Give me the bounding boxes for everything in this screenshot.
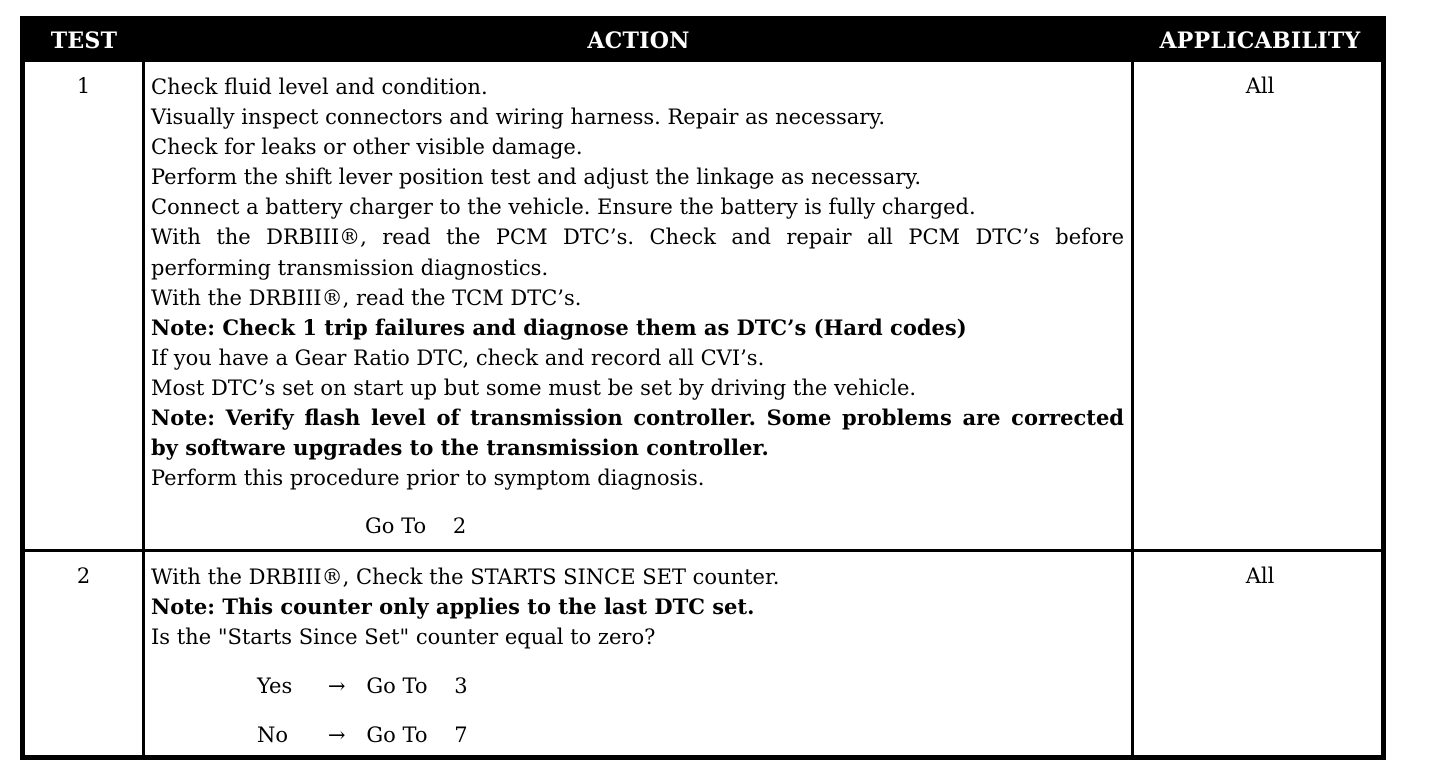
action-line: Connect a battery charger to the vehicle. Ensure the battery is fully charged. (151, 195, 976, 220)
applicability-value: All (1245, 564, 1275, 588)
action-line: With the DRBIII®, Check the STARTS SINCE SET counter. (151, 565, 780, 589)
test-number: 2 (76, 564, 91, 588)
action-line: Is the "Starts Since Set" counter equal to zero? (151, 625, 656, 650)
action-line: Visually inspect connectors and wiring harness. Repair as necessary. (151, 105, 886, 130)
action-cell (151, 562, 1124, 652)
action-line: Most DTC’s set on start up but some must be set by driving the vehicle. (151, 375, 917, 400)
goto-label: Go To (366, 674, 428, 698)
action-line: Perform the shift lever position test and adjust the linkage as necessary. (151, 165, 921, 190)
diagnostic-table (20, 16, 1386, 760)
action-line: Check fluid level and condition. (151, 75, 488, 99)
action-line: Check for leaks or other visible damage. (151, 135, 583, 160)
action-note: Note: Check 1 trip failures and diagnose them as DTC’s (Hard codes) (151, 314, 967, 340)
goto-target: 7 (454, 723, 468, 747)
action-line: Perform this procedure prior to symptom diagnosis. (151, 466, 705, 491)
header-applicability: APPLICABILITY (1159, 28, 1361, 54)
answer-no[interactable] (257, 723, 468, 747)
test-number: 1 (76, 74, 91, 98)
action-note: Note: Verify flash level of transmission controller. Some problems are corrected by software upgrades to the transmission controller. (151, 405, 1124, 461)
goto-target: 3 (454, 674, 468, 698)
table-row (25, 552, 1381, 755)
action-line: If you have a Gear Ratio DTC, check and record all CVI’s. (151, 345, 765, 370)
action-cell (151, 72, 1124, 493)
table-row (25, 62, 1381, 549)
applicability-value: All (1245, 74, 1275, 98)
goto-label: Go To (365, 514, 427, 538)
answer-label: No (257, 723, 289, 747)
header-action: ACTION (587, 28, 690, 54)
action-line: With the DRBIII®, read the TCM DTC’s. (151, 285, 582, 310)
action-note: Note: This counter only applies to the last DTC set. (151, 594, 755, 620)
answer-yes[interactable] (257, 674, 468, 698)
answer-label: Yes (257, 674, 293, 698)
column-divider (1131, 62, 1134, 549)
column-divider (142, 552, 145, 755)
header-test: TEST (50, 28, 118, 54)
goto-link[interactable] (365, 514, 466, 538)
column-divider (142, 62, 145, 549)
goto-label: Go To (366, 723, 428, 747)
action-line: With the DRBIII®, read the PCM DTC’s. Check and repair all PCM DTC’s before performing transmission diagnostics. (151, 225, 1124, 280)
arrow-right-icon: → (327, 723, 346, 747)
table-header (25, 21, 1381, 62)
arrow-right-icon: → (327, 674, 346, 698)
goto-target: 2 (452, 514, 467, 538)
